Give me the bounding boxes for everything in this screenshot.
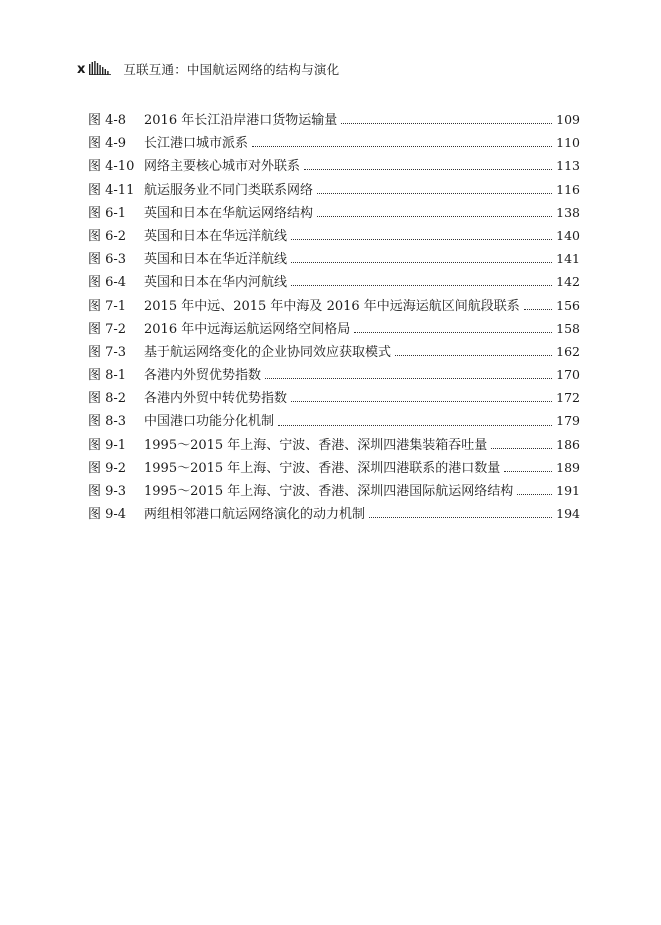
toc-row[interactable] <box>88 295 580 318</box>
toc-row[interactable] <box>88 480 580 503</box>
toc-row[interactable] <box>88 410 580 433</box>
figure-title: 1995～2015 年上海、宁波、香港、深圳四港国际航运网络结构 <box>144 484 514 499</box>
figure-title: 2016 年中远海运航运网络空间格局 <box>144 321 351 337</box>
running-header <box>77 58 339 80</box>
figure-label: 图 8-3 <box>88 414 127 430</box>
figure-label: 图 8-2 <box>88 391 127 407</box>
dot-leader <box>265 378 552 379</box>
dot-leader <box>317 216 552 217</box>
dot-leader <box>491 448 552 449</box>
figure-title: 1995～2015 年上海、宁波、香港、深圳四港集装箱吞吐量 <box>144 437 488 453</box>
running-title: 互联互通：中国航运网络的结构与演化 <box>123 62 340 77</box>
figure-title: 英国和日本在华远洋航线 <box>144 228 288 244</box>
figure-label: 图 6-4 <box>88 275 127 291</box>
figure-title: 2016 年长江沿岸港口货物运输量 <box>144 113 338 128</box>
page-ref: 138 <box>556 204 580 220</box>
toc-row[interactable] <box>88 202 580 225</box>
figure-label: 图 9-4 <box>88 507 127 523</box>
page-ref: 141 <box>556 251 580 267</box>
figure-title: 长江港口城市派系 <box>144 136 249 152</box>
toc-row[interactable] <box>88 179 580 202</box>
page-ref: 191 <box>556 483 580 498</box>
page-ref: 186 <box>556 436 580 452</box>
dot-leader <box>517 494 552 495</box>
figure-label: 图 4-8 <box>88 113 127 128</box>
figure-label: 图 9-3 <box>88 484 127 499</box>
dot-leader <box>341 123 552 124</box>
page-ref: 170 <box>556 367 580 383</box>
dot-leader <box>278 425 552 426</box>
dot-leader <box>304 169 552 170</box>
toc-row[interactable] <box>88 109 580 132</box>
toc-row[interactable] <box>88 364 580 387</box>
dot-leader <box>317 193 552 194</box>
page-ref: 116 <box>556 181 580 197</box>
figure-title: 各港内外贸中转优势指数 <box>144 391 288 407</box>
toc-row[interactable] <box>88 271 580 294</box>
figure-label: 图 7-1 <box>88 298 127 314</box>
figure-title: 英国和日本在华航运网络结构 <box>144 205 314 221</box>
page-ref: 172 <box>556 390 580 406</box>
series-logo-icon <box>89 60 111 79</box>
dot-leader <box>252 146 552 147</box>
figure-label: 图 7-2 <box>88 321 127 337</box>
page-ref: 142 <box>556 274 580 290</box>
figure-title: 英国和日本在华近洋航线 <box>144 252 288 268</box>
page-ref: 140 <box>556 227 580 243</box>
figure-label: 图 9-1 <box>88 437 127 453</box>
figure-label: 图 8-1 <box>88 368 127 384</box>
toc-row[interactable] <box>88 503 580 526</box>
figure-label: 图 7-3 <box>88 344 127 360</box>
toc-row[interactable] <box>88 457 580 480</box>
toc-row[interactable] <box>88 318 580 341</box>
dot-leader <box>369 517 552 518</box>
figure-title: 航运服务业不同门类联系网络 <box>144 182 314 198</box>
figure-label: 图 6-1 <box>88 205 127 221</box>
toc-row[interactable] <box>88 248 580 271</box>
figure-label: 图 6-3 <box>88 252 127 268</box>
toc-row[interactable] <box>88 155 580 178</box>
page-ref: 109 <box>556 112 580 127</box>
figure-title: 1995～2015 年上海、宁波、香港、深圳四港联系的港口数量 <box>144 460 501 476</box>
figure-title: 英国和日本在华内河航线 <box>144 275 288 291</box>
dot-leader <box>395 355 552 356</box>
figure-title: 网络主要核心城市对外联系 <box>144 159 301 175</box>
page-ref: 162 <box>556 343 580 359</box>
dot-leader <box>524 309 552 310</box>
figure-label: 图 4-10 <box>88 159 135 175</box>
toc-row[interactable] <box>88 341 580 364</box>
figure-title: 各港内外贸优势指数 <box>144 368 262 384</box>
page-ref: 156 <box>556 297 580 313</box>
page-number: x <box>77 61 86 77</box>
page-ref: 158 <box>556 320 580 336</box>
figure-label: 图 6-2 <box>88 228 127 244</box>
dot-leader <box>504 471 552 472</box>
dot-leader <box>291 262 552 263</box>
page-ref: 189 <box>556 459 580 475</box>
page-ref: 179 <box>556 413 580 429</box>
figure-title: 中国港口功能分化机制 <box>144 414 275 430</box>
page-ref: 194 <box>556 506 580 522</box>
figure-label: 图 4-9 <box>88 136 127 152</box>
dot-leader <box>291 239 552 240</box>
toc-row[interactable] <box>88 434 580 457</box>
list-of-figures <box>88 109 580 526</box>
figure-label: 图 9-2 <box>88 460 127 476</box>
page-ref: 110 <box>556 135 580 151</box>
toc-row[interactable] <box>88 387 580 410</box>
figure-title: 基于航运网络变化的企业协同效应获取模式 <box>144 344 392 360</box>
page-ref: 113 <box>556 158 580 174</box>
toc-row[interactable] <box>88 132 580 155</box>
dot-leader <box>291 401 552 402</box>
figure-label: 图 4-11 <box>88 182 135 198</box>
dot-leader <box>291 285 552 286</box>
figure-title: 2015 年中远、2015 年中海及 2016 年中远海运航区间航段联系 <box>144 298 520 314</box>
dot-leader <box>354 332 552 333</box>
figure-title: 两组相邻港口航运网络演化的动力机制 <box>144 507 366 523</box>
toc-row[interactable] <box>88 225 580 248</box>
